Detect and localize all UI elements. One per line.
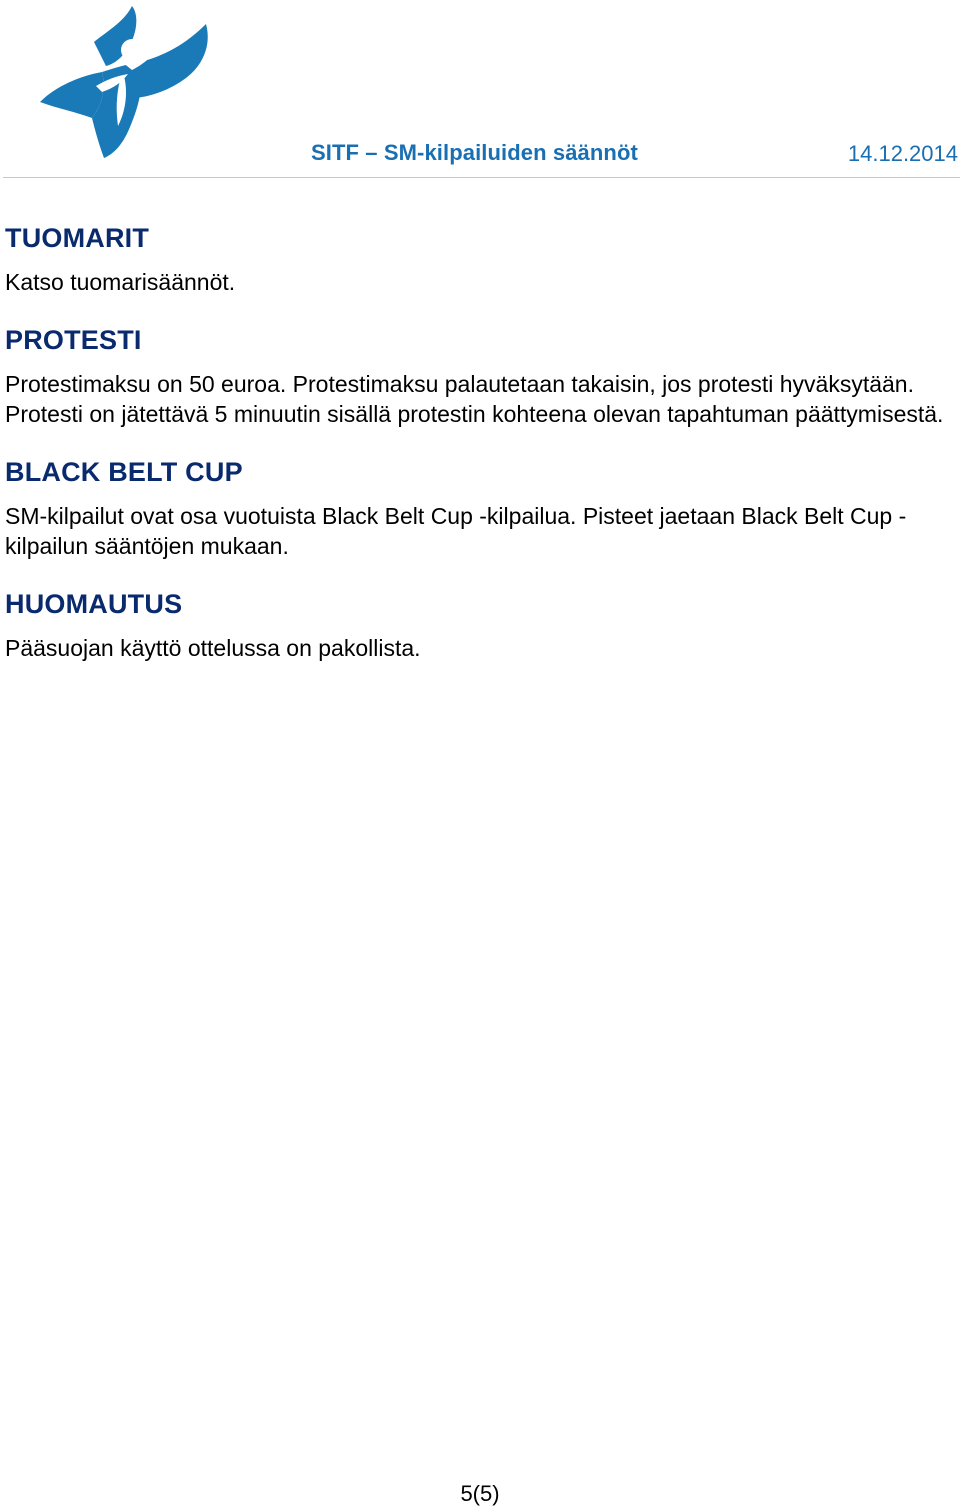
section-heading: PROTESTI	[5, 325, 142, 355]
document-body	[5, 221, 950, 689]
section-heading: BLACK BELT CUP	[5, 457, 243, 487]
section-huomautus	[5, 587, 950, 663]
document-date: 14.12.2014	[847, 141, 958, 166]
section-heading: HUOMAUTUS	[5, 589, 183, 619]
section-text: SM-kilpailut ovat osa vuotuista Black Belt Cup -kilpailua. Pisteet jaetaan Black Belt Cup -kilpailun sääntöjen mukaan.	[5, 503, 907, 559]
section-tuomarit	[5, 221, 950, 297]
section-heading: TUOMARIT	[5, 223, 150, 253]
header-divider	[3, 177, 960, 178]
sitf-logo-icon	[36, 2, 212, 160]
section-text: Protestimaksu on 50 euroa. Protestimaksu palautetaan takaisin, jos protesti hyväksytään. Protesti on jätettävä 5 minuutin sisällä protestin kohteena olevan tapahtuman päättymisestä.	[5, 371, 944, 427]
section-protesti	[5, 323, 950, 429]
page-number: 5(5)	[460, 1481, 500, 1506]
section-text: Katso tuomarisäännöt.	[5, 269, 236, 295]
section-black-belt-cup	[5, 455, 950, 561]
document-title: SITF – SM-kilpailuiden säännöt	[311, 140, 638, 165]
section-text: Pääsuojan käyttö ottelussa on pakollista.	[5, 635, 421, 661]
